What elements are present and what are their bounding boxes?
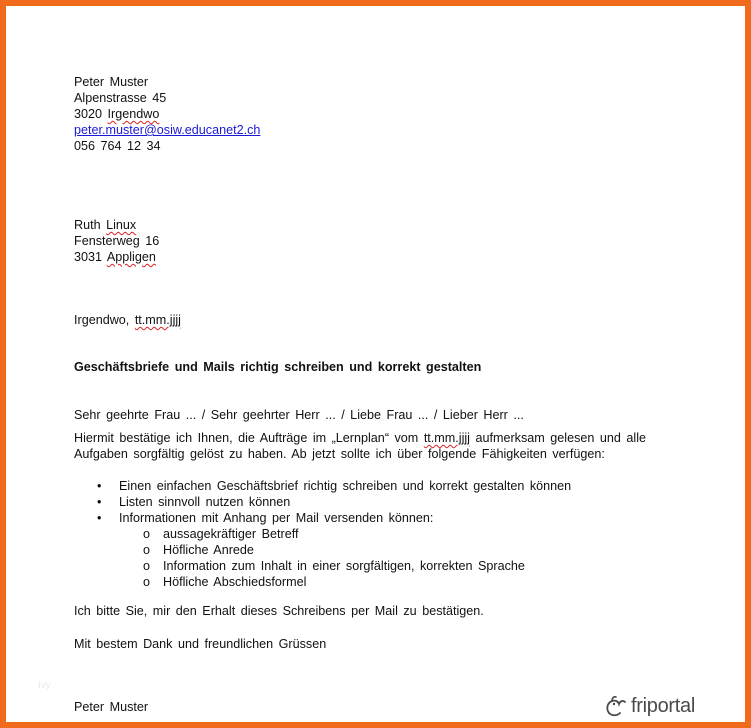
recipient-city: Appligen	[106, 250, 156, 264]
body-line-1-pre: Hiermit bestätige ich Ihnen, die Aufträge im „Lernplan“ vom	[74, 431, 419, 445]
signature: Peter Muster	[74, 700, 149, 714]
sub-list-item: Information zum Inhalt in einer sorgfältigen, korrekten Sprache	[163, 559, 525, 573]
bird-icon	[603, 693, 629, 719]
place-date	[74, 312, 181, 328]
salutation: Sehr geehrte Frau ... / Sehr geehrter Herr ... / Liebe Frau ... / Lieber Herr ...	[74, 408, 524, 422]
closing: Mit bestem Dank und freundlichen Grüssen	[74, 637, 327, 651]
faint-mark: Ivy	[38, 680, 51, 691]
sub-bullet-icon: o	[143, 559, 151, 573]
sub-bullet-icon: o	[143, 527, 151, 541]
body-line-1	[74, 430, 646, 446]
body-line-2: Aufgaben sorgfältig gelöst zu haben. Ab jetzt sollte ich über folgende Fähigkeiten verfügen:	[74, 447, 605, 461]
sender-phone: 056 764 12 34	[74, 139, 161, 153]
body-line-1-post: aufmerksam gelesen und alle	[475, 431, 646, 445]
place: Irgendwo,	[74, 313, 130, 327]
sub-list-item: aussagekräftiger Betreff	[163, 527, 299, 541]
sender-zip: 3020	[74, 107, 103, 121]
sub-bullet-icon: o	[143, 543, 151, 557]
sub-bullet-icon: o	[143, 575, 151, 589]
sender-email[interactable]	[74, 122, 260, 138]
bullet-icon: •	[97, 479, 102, 493]
body-date: tt.mm.jjjj	[423, 431, 470, 445]
bullet-icon: •	[97, 495, 102, 509]
bullet-icon: •	[97, 511, 102, 525]
recipient-city-line	[74, 249, 156, 265]
closing-request: Ich bitte Sie, mir den Erhalt dieses Schreibens per Mail zu bestätigen.	[74, 604, 484, 618]
sender-email-link[interactable]: peter.muster@osiw.educanet2.ch	[74, 123, 261, 137]
sub-list-item: Höfliche Anrede	[163, 543, 254, 557]
recipient-first: Ruth	[74, 218, 101, 232]
recipient-street: Fensterweg 16	[74, 234, 160, 248]
recipient-last: Linux	[106, 218, 137, 232]
logo-text: friportal	[631, 694, 695, 717]
list-item: Informationen mit Anhang per Mail versenden können:	[119, 511, 434, 525]
sender-city: Irgendwo	[107, 107, 160, 121]
list-item: Einen einfachen Geschäftsbrief richtig schreiben und korrekt gestalten können	[119, 479, 572, 493]
subject-line: Geschäftsbriefe und Mails richtig schreiben und korrekt gestalten	[74, 360, 482, 374]
date-placeholder: tt.mm.jjjj	[134, 313, 181, 327]
friportal-logo	[603, 692, 695, 720]
recipient-zip: 3031	[74, 250, 103, 264]
sender-street: Alpenstrasse 45	[74, 91, 167, 105]
sub-list-item: Höfliche Abschiedsformel	[163, 575, 307, 589]
sender-city-line	[74, 106, 159, 122]
recipient-name	[74, 217, 136, 233]
sender-name: Peter Muster	[74, 75, 149, 89]
letter-page	[6, 6, 745, 722]
list-item: Listen sinnvoll nutzen können	[119, 495, 291, 509]
